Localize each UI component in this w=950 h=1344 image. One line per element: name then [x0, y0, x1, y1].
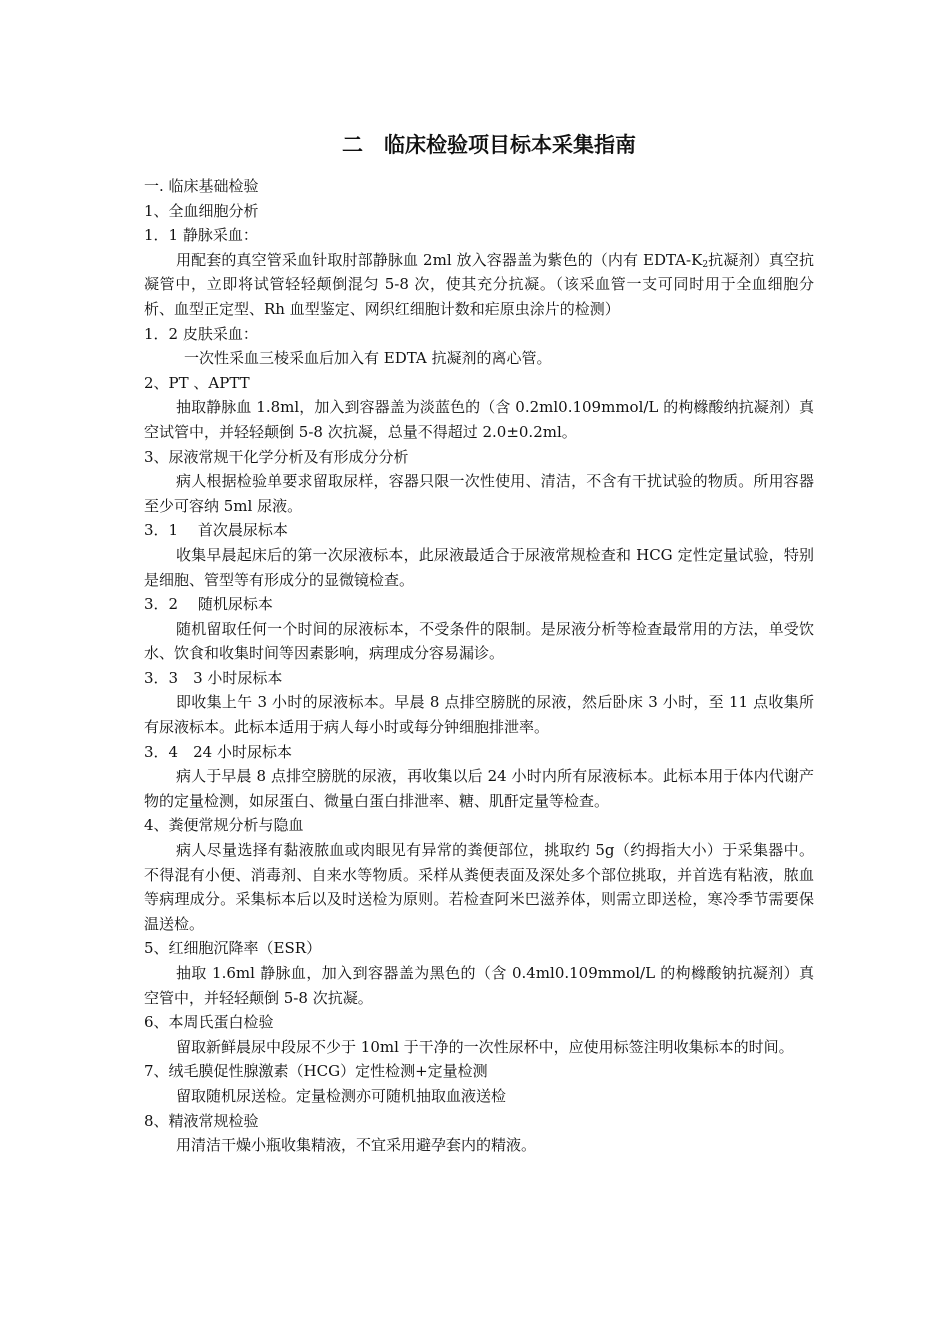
paragraph: 留取新鲜晨尿中段尿不少于 10ml 于干净的一次性尿杯中，应使用标签注明收集标本的时间。 [176, 1037, 794, 1056]
paragraph-text: 抗凝剂）真空抗凝管中，立即将试管轻轻颠倒混匀 5-8 次，使其充分抗凝。（该采血管一支可同时用于全血细胞分析、血型正定型、Rh 血型鉴定、网织红细胞计数和疟原虫涂片的检测） [144, 250, 814, 318]
paragraph: 随机留取任何一个时间的尿液标本，不受条件的限制。是尿液分析等检查最常用的方法，单受饮水、饮食和收集时间等因素影响，病理成分容易漏诊。 [144, 619, 814, 663]
paragraph: 用清洁干燥小瓶收集精液，不宜采用避孕套内的精液。 [176, 1136, 537, 1155]
subsection-heading: 3．3 3 小时尿标本 [144, 668, 283, 687]
paragraph: 抽取 1.6ml 静脉血，加入到容器盖为黑色的（含 0.4ml0.109mmol/L 的枸橼酸钠抗凝剂）真空管中，并轻轻颠倒 5-8 次抗凝。 [144, 964, 814, 1007]
paragraph: 一次性采血三棱采血后加入有 EDTA 抗凝剂的离心管。 [184, 349, 552, 368]
subsection-heading: 3．1 首次晨尿标本 [144, 521, 288, 540]
subscript-text: 2 [702, 259, 709, 270]
subsection-heading: 3．4 24 小时尿标本 [144, 742, 292, 761]
section-heading: 3、尿液常规干化学分析及有形成分分析 [144, 447, 409, 466]
paragraph: 病人于早晨 8 点排空膀胱的尿液，再收集以后 24 小时内所有尿液标本。此标本用于体内代谢产物的定量检测，如尿蛋白、微量白蛋白排泄率、糖、肌酐定量等检查。 [144, 767, 814, 810]
section-heading: 2、PT 、APTT [144, 373, 250, 392]
subsection-heading: 1．2 皮肤采血： [144, 324, 258, 343]
section-heading: 1、全血细胞分析 [144, 201, 259, 220]
paragraph-text: 用配套的真空管采血针取肘部静脉血 2ml 放入容器盖为紫色的（内有 EDTA-K [176, 250, 703, 269]
section-heading: 6、本周氏蛋白检验 [144, 1013, 274, 1032]
section-heading: 7、绒毛膜促性腺激素（HCG）定性检测+定量检测 [144, 1062, 488, 1081]
paragraph: 病人根据检验单要求留取尿样，容器只限一次性使用、清洁，不含有干扰试验的物质。所用容器至少可容纳 5ml 尿液。 [144, 472, 814, 515]
page-title: 二 临床检验项目标本采集指南 [342, 133, 636, 157]
section-heading: 5、红细胞沉降率（ESR） [144, 939, 322, 958]
document-page [144, 130, 814, 1158]
section-heading: 4、粪便常规分析与隐血 [144, 816, 304, 835]
paragraph: 留取随机尿送检。定量检测亦可随机抽取血液送检 [176, 1086, 507, 1105]
section-heading: 8、精液常规检验 [144, 1111, 259, 1130]
paragraph: 收集早晨起床后的第一次尿液标本，此尿液最适合于尿液常规检查和 HCG 定性定量试验，特别是细胞、管型等有形成分的显微镜检查。 [144, 545, 814, 589]
paragraph: 抽取静脉血 1.8ml，加入到容器盖为淡蓝色的（含 0.2ml0.109mmol/L 的枸橼酸纳抗凝剂）真空试管中，并轻轻颠倒 5-8 次抗凝，总量不得超过 2.0±0.2ml。 [144, 398, 814, 441]
paragraph: 即收集上午 3 小时的尿液标本。早晨 8 点排空膀胱的尿液，然后卧床 3 小时，至 11 点收集所有尿液标本。此标本适用于病人每小时或每分钟细胞排泄率。 [144, 693, 814, 737]
paragraph: 病人尽量选择有黏液脓血或肉眼见有异常的粪便部位，挑取约 5g（约拇指大小）于采集器中。不得混有小便、消毒剂、自来水等物质。采样从粪便表面及深处多个部位挑取，并首选有粘液，脓血等病理成分。采集标本后以及时送检为原则。若检查阿米巴滋养体，则需立即送检，寒冷季节需要保温送检。 [144, 841, 814, 933]
paragraph [144, 248, 814, 322]
section-heading: 一. 临床基础检验 [144, 177, 259, 195]
subsection-heading: 1．1 静脉采血： [144, 226, 258, 245]
subsection-heading: 3．2 随机尿标本 [144, 595, 273, 614]
